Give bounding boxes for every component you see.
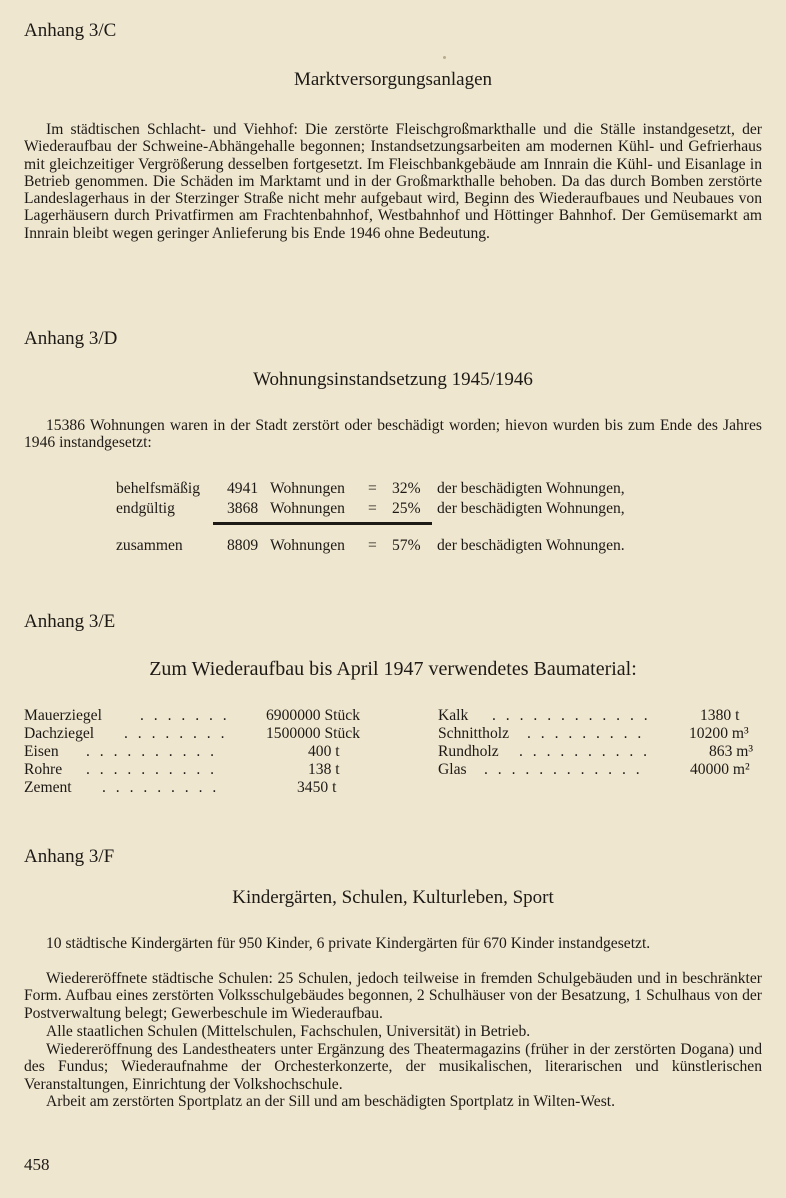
housing-equals: = [368, 500, 377, 517]
housing-rest: der beschädigten Wohnungen, [437, 500, 625, 517]
leader-dots: . . . . . . . . . . . . [484, 761, 643, 778]
paragraph: Wiedereröffnung des Landestheaters unter Ergänzung des Theatermagazins (früher in der zerstörten Dogana) und des Fundus; Wiederaufnahme der Orchesterkonzerte, der musikalischen, literarischen und künstlerischen Veranstaltungen, Einrichtung der Volkshochschule. [24, 1041, 762, 1093]
material-value: 3450 t [297, 779, 337, 796]
housing-rest: der beschädigten Wohnungen. [437, 537, 625, 554]
material-value: 10200 m³ [689, 725, 749, 742]
section-label-3c: Anhang 3/C [24, 20, 117, 41]
material-value: 1500000 Stück [266, 725, 360, 742]
material-name: Kalk [438, 707, 469, 724]
section-label-3d: Anhang 3/D [24, 328, 118, 349]
section-label-3e: Anhang 3/E [24, 611, 116, 632]
housing-rest: der beschädigten Wohnungen, [437, 480, 625, 497]
leader-dots: . . . . . . . . [124, 725, 228, 742]
paragraph: Wiedereröffnete städtische Schulen: 25 Schulen, jedoch teilweise in fremden Schulgebäuden und in beschränkter Form. Aufbau eines zerstörten Volksschulgebäudes begonnen, 2 Schulhäuser von der Besatzung, 1 Schulhaus von der Postverwaltung belegt; Gewerbeschule im Wiederaufbau. [24, 970, 762, 1022]
housing-equals: = [368, 537, 377, 554]
housing-count: 4941 [227, 480, 259, 497]
material-value: 400 t [308, 743, 340, 760]
leader-dots: . . . . . . . . . . [86, 761, 218, 778]
housing-percent: 25% [392, 500, 421, 517]
material-name: Eisen [24, 743, 59, 760]
material-name: Schnittholz [438, 725, 510, 742]
section-title-3e: Zum Wiederaufbau bis April 1947 verwendetes Baumaterial: [149, 658, 637, 680]
housing-percent: 32% [392, 480, 421, 497]
paragraph: Alle staatlichen Schulen (Mittelschulen, Fachschulen, Universität) in Betrieb. [46, 1023, 531, 1040]
material-name: Rohre [24, 761, 63, 778]
housing-kind: behelfsmäßig [116, 480, 201, 497]
material-value: 138 t [308, 761, 340, 778]
housing-unit: Wohnungen [270, 500, 345, 517]
material-name: Rundholz [438, 743, 499, 760]
housing-unit: Wohnungen [270, 480, 345, 497]
sum-rule [213, 522, 432, 525]
page-number: 458 [24, 1155, 50, 1174]
housing-unit: Wohnungen [270, 537, 345, 554]
material-value: 40000 m² [690, 761, 750, 778]
housing-equals: = [368, 480, 377, 497]
leader-dots: . . . . . . . . . [102, 779, 220, 796]
section-text-3c: Im städtischen Schlacht- und Viehhof: Die zerstörte Fleischgroßmarkthalle und die Ställe instandgesetzt, der Wiederaufbau der Schweine-Abhängehalle begonnen; Instandsetzungsarbeiten am modernen Kühl- und Gefrierhaus mit gleichzeitiger Vergrößerung desselben fortgesetzt. Im Fleischbankgebäude am Innrain die Kühl- und Eisanlage in Betrieb genommen. Die Schäden im Marktamt und in der Großmarkthalle behoben. Da das durch Bomben zerstörte Landeslagerhaus in der Sterzinger Straße nicht mehr aufgebaut wird, Beginn des Wiederaufbaues und Neubaues von Lagerhäusern durch Privatfirmen am Frachtenbahnhof, Westbahnhof und Höttinger Bahnhof. Der Gemüsemarkt am Innrain bleibt wegen geringer Anlieferung bis Ende 1946 ohne Bedeutung. [24, 121, 762, 242]
section-label-3f: Anhang 3/F [24, 846, 115, 867]
section-title-3c: Marktversorgungsanlagen [293, 69, 493, 90]
section-title-3d: Wohnungsinstandsetzung 1945/1946 [253, 369, 533, 390]
material-name: Zement [24, 779, 72, 796]
housing-percent: 57% [392, 537, 421, 554]
material-value: 6900000 Stück [266, 707, 360, 724]
paragraph: Arbeit am zerstörten Sportplatz an der Sill und am beschädigten Sportplatz in Wilten-West. [46, 1093, 616, 1110]
leader-dots: . . . . . . . . . . [519, 743, 651, 760]
section-text-3d: 15386 Wohnungen waren in der Stadt zerstört oder beschädigt worden; hievon wurden bis zum Ende des Jahres 1946 instandgesetzt: [24, 417, 762, 452]
material-value: 1380 t [700, 707, 740, 724]
section-title-3f: Kindergärten, Schulen, Kulturleben, Sport [232, 887, 554, 908]
housing-kind: zusammen [116, 537, 183, 554]
leader-dots: . . . . . . . [140, 707, 230, 724]
housing-kind: endgültig [116, 500, 175, 517]
leader-dots: . . . . . . . . . . . . [492, 707, 651, 724]
material-name: Dachziegel [24, 725, 95, 742]
material-name: Mauerziegel [24, 707, 102, 724]
leader-dots: . . . . . . . . . [527, 725, 645, 742]
material-name: Glas [438, 761, 467, 778]
paper-speck [443, 56, 446, 59]
housing-count: 3868 [227, 500, 259, 517]
housing-count: 8809 [227, 537, 259, 554]
leader-dots: . . . . . . . . . . [86, 743, 218, 760]
material-value: 863 m³ [709, 743, 754, 760]
paragraph: 10 städtische Kindergärten für 950 Kinder, 6 private Kindergärten für 670 Kinder instandgesetzt. [46, 935, 651, 952]
